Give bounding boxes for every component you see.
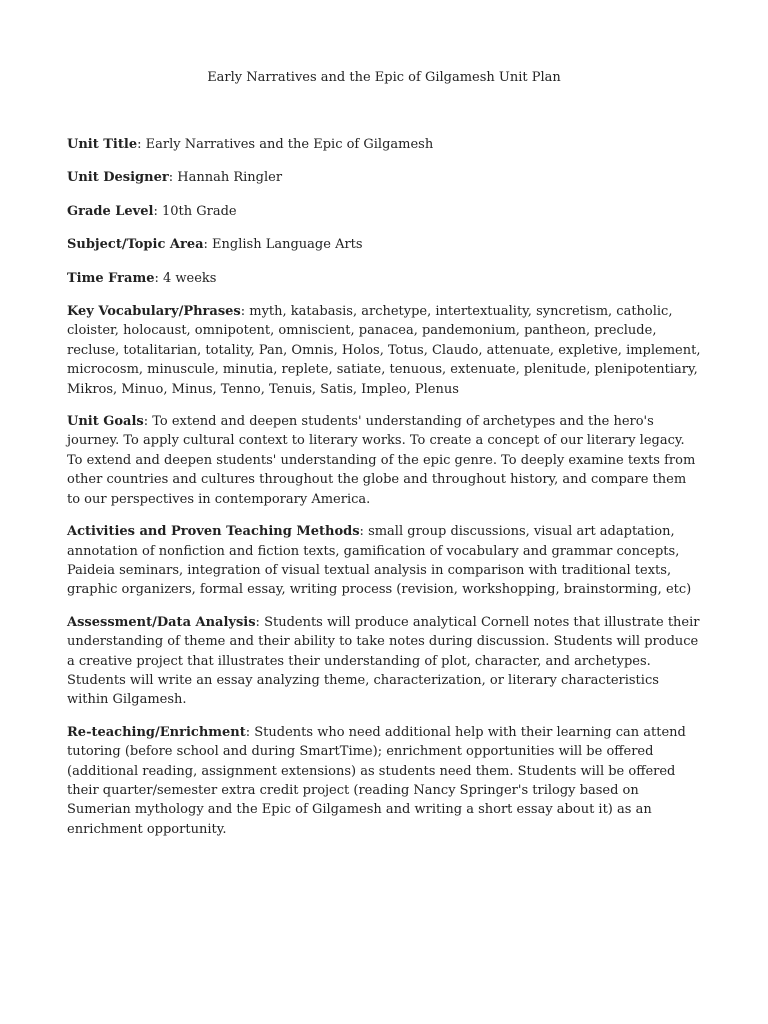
field-separator: : <box>168 170 178 186</box>
field-label: Unit Goals <box>67 414 144 430</box>
field-grade-level <box>67 202 703 221</box>
field-separator: : <box>245 724 255 740</box>
field-label: Key Vocabulary/Phrases <box>67 304 241 320</box>
field-separator: : <box>137 137 146 152</box>
field-label: Unit Title <box>67 137 138 152</box>
field-label: Assessment/Data Analysis <box>67 614 256 630</box>
field-value: small group discussions, visual art adaptation, annotation of nonfiction and fiction texts, gamification of vocabulary and grammar concepts, Paideia seminars, integration of visual textual analysis in comparison with traditional texts, graphic organizers, formal essay, writing process (revision, workshopping, brainstorming, etc) <box>67 524 692 598</box>
document-title: Early Narratives and the Epic of Gilgamesh Unit Plan <box>207 70 561 85</box>
field-value: myth, katabasis, archetype, intertextuality, syncretism, catholic, cloister, holocaust, omnipotent, omniscient, panacea, pandemonium, pantheon, preclude, recluse, totalitarian, totality, Pan, Omnis, Holos, Totus, Claudo, attenuate, expletive, implement, microcosm, minuscule, minutia, replete, satiate, tenuous, extenuate, plenitude, plenipotentiary, Mikros, Minuo, Minus, Tenno, Tenuis, Satis, Impleo, Plenus <box>67 304 701 397</box>
field-subject-topic-area <box>67 235 703 254</box>
field-value: 4 weeks <box>162 270 217 286</box>
field-key-vocabulary <box>67 302 703 399</box>
field-value: Early Narratives and the Epic of Gilgamesh <box>145 137 434 152</box>
field-value: 10th Grade <box>161 203 237 219</box>
field-label: Time Frame <box>67 270 155 286</box>
field-label: Unit Designer <box>67 170 169 186</box>
field-label: Subject/Topic Area <box>67 237 204 253</box>
field-separator: : <box>240 304 250 320</box>
field-separator: : <box>153 203 162 219</box>
field-assessment-data-analysis <box>67 613 703 710</box>
field-reteaching-enrichment <box>67 723 703 839</box>
field-activities-teaching-methods <box>67 522 703 600</box>
field-unit-goals <box>67 412 703 509</box>
field-label: Re-teaching/Enrichment <box>67 724 246 740</box>
field-separator: : <box>143 414 153 430</box>
field-value: Students will produce analytical Cornell notes that illustrate their understanding of theme and their ability to take notes during discussion. Students will produce a creative project that illustrates their understanding of plot, character, and archetypes. Students will write an essay analyzing theme, characterization, or literary characteristics within Gilgamesh. <box>67 614 700 708</box>
field-separator: : <box>255 614 265 630</box>
field-separator: : <box>203 237 213 253</box>
field-value: Hannah Ringler <box>177 170 283 186</box>
field-value: Students who need additional help with their learning can attend tutoring (before school and during SmartTime); enrichment opportunities will be offered (additional reading, assignment extensions) as students need them. Students will be offered their quarter/semester extra credit project (reading Nancy Springer's trilogy based on Sumerian mythology and the Epic of Gilgamesh and writing a short essay about it) as an enrichment opportunity. <box>67 724 686 837</box>
field-separator: : <box>154 270 163 286</box>
field-separator: : <box>359 524 369 540</box>
field-label: Activities and Proven Teaching Methods <box>67 524 360 540</box>
field-value: To extend and deepen students' understanding of archetypes and the hero's journey. To apply cultural context to literary works. To create a concept of our literary legacy. To extend and deepen students' understanding of the epic genre. To deeply examine texts from other countries and cultures throughout the globe and throughout history, and compare them to our perspectives in contemporary America. <box>67 414 696 507</box>
field-unit-title <box>67 135 703 154</box>
field-value: English Language Arts <box>212 237 363 253</box>
field-time-frame <box>67 269 703 288</box>
document-body <box>67 135 703 852</box>
field-unit-designer <box>67 168 703 187</box>
field-label: Grade Level <box>67 203 154 219</box>
